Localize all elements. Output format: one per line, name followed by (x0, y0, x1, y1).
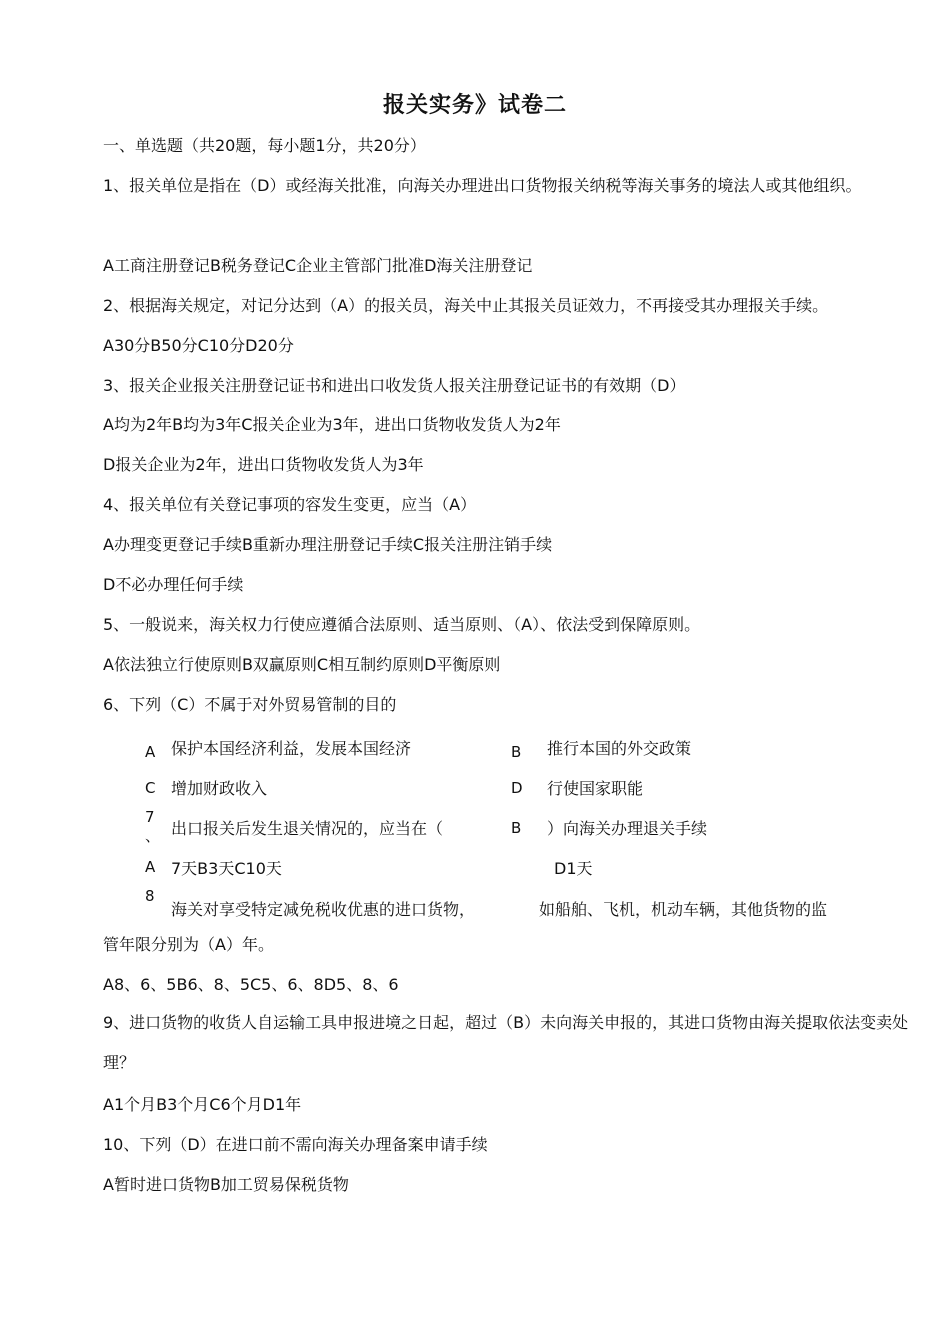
question-4-options: A办理变更登记手续B重新办理注册登记手续C报关注册注销手续 (103, 535, 553, 554)
question-2-options: A30分B50分C10分D20分 (103, 336, 294, 355)
question-8-end: 管年限分别为（A）年。 (103, 935, 274, 954)
question-1-options: A工商注册登记B税务登记C企业主管部门批准D海关注册登记 (103, 256, 533, 275)
q7-answer: B (511, 819, 522, 837)
q6-option-a-letter: A (145, 743, 156, 761)
question-7: 出口报关后发生退关情况的，应当在（ (171, 819, 444, 838)
question-3-options: A均为2年B均为3年C报关企业为3年，进出口货物收发货人为2年 (103, 415, 561, 434)
question-9-options: A1个月B3个月C6个月D1年 (103, 1095, 302, 1114)
page-title: 报关实务》试卷二 (382, 93, 567, 118)
q6-option-c-letter: C (145, 779, 156, 797)
question-8-cont: 如船舶、飞机，机动车辆，其他货物的监 (539, 900, 828, 919)
question-5: 5、一般说来，海关权力行使应遵循合法原则、适当原则、（A）、依法受到保障原则。 (103, 615, 701, 634)
q6-option-c: 增加财政收入 (171, 779, 268, 798)
q7-option-d: D1天 (554, 859, 593, 878)
question-9: 9、进口货物的收货人自运输工具申报进境之日起，超过（B）未向海关申报的，其进口货物由海关提取依法变卖处理？ (103, 1013, 909, 1072)
section-heading: 一、单选题（共20题，每小题1分，共20分） (103, 136, 426, 155)
question-7-cont: ）向海关办理退关手续 (547, 819, 708, 838)
question-10-options: A暂时进口货物B加工贸易保税货物 (103, 1175, 349, 1194)
question-8-options: A8、6、5B6、8、5C5、6、8D5、8、6 (103, 975, 399, 994)
question-4: 4、报关单位有关登记事项的容发生变更，应当（A） (103, 495, 477, 514)
question-3: 3、报关企业报关注册登记证书和进出口收发货人报关注册登记证书的有效期（D） (103, 376, 686, 395)
question-6: 6、下列（C）不属于对外贸易管制的目的 (103, 695, 397, 714)
q8-number: 8 (145, 887, 155, 905)
q7-separator: 、 (145, 827, 161, 845)
q6-option-b-letter: B (511, 743, 522, 761)
q7-number: 7 (145, 808, 155, 826)
question-10: 10、下列（D）在进口前不需向海关办理备案申请手续 (103, 1135, 488, 1154)
question-3-options-cont: D报关企业为2年，进出口货物收发货人为3年 (103, 455, 424, 474)
question-2: 2、根据海关规定，对记分达到（A）的报关员，海关中止其报关员证效力，不再接受其办理报关手续。 (103, 296, 829, 315)
question-1: 1、报关单位是指在（D）或经海关批准，向海关办理进出口货物报关纳税等海关事务的境法人或其他组织。 (103, 176, 862, 195)
question-8: 海关对享受特定减免税收优惠的进口货物， (171, 900, 476, 919)
question-4-options-cont: D不必办理任何手续 (103, 575, 244, 594)
q6-option-d-letter: D (511, 779, 523, 797)
question-5-options: A依法独立行使原则B双赢原则C相互制约原则D平衡原则 (103, 655, 501, 674)
q7-options: 7天B3天C10天 (171, 859, 282, 878)
q6-option-b: 推行本国的外交政策 (547, 739, 692, 758)
q6-option-d: 行使国家职能 (547, 779, 644, 798)
q7-option-a-letter: A (145, 858, 156, 876)
q6-option-a: 保护本国经济利益，发展本国经济 (171, 739, 412, 758)
